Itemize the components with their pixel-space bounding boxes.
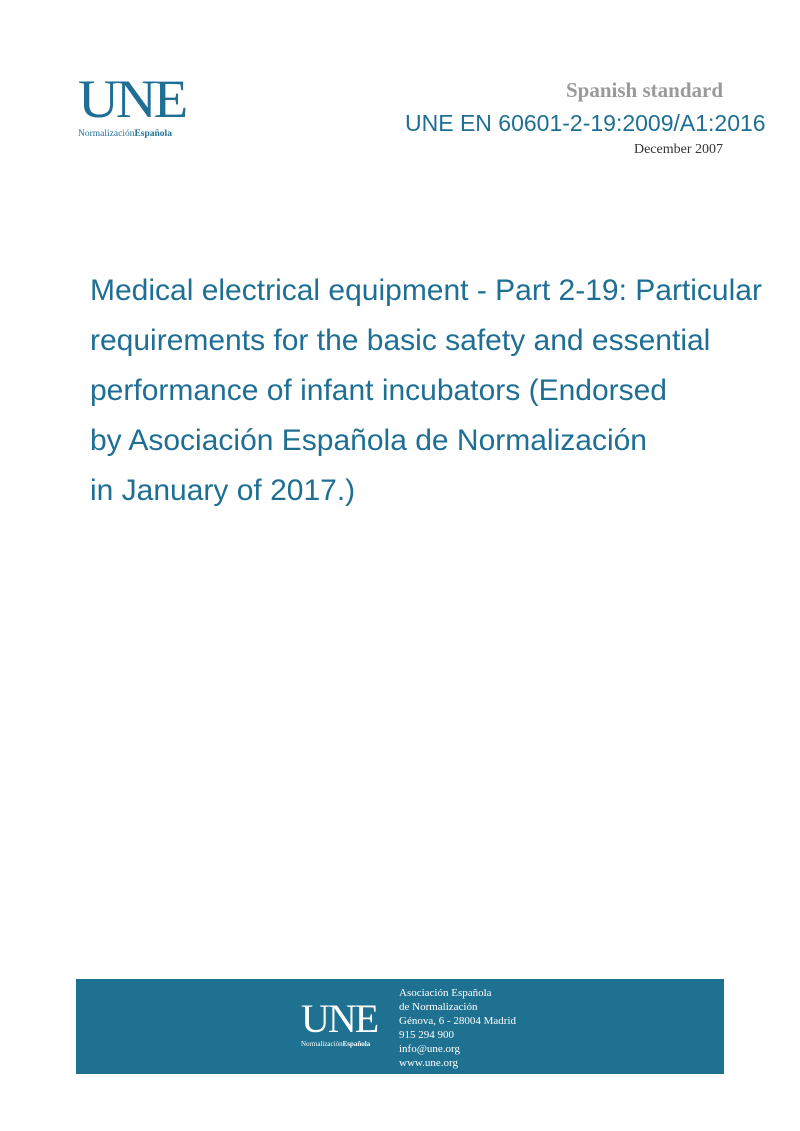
logo-sub-bold: Española [134,129,172,139]
document-type: Spanish standard [566,78,723,102]
footer-banner [76,979,724,1074]
address-line-org: Asociación Española [399,987,492,999]
footer-logo-word: UNE [301,996,378,1041]
document-title [90,266,800,516]
title-line: by Asociación Española de Normalización [90,424,647,457]
address-line-org-2: de Normalización [399,1001,478,1013]
title-line: in January of 2017.) [90,474,356,507]
title-line: Medical electrical equipment - Part 2-19: Particular [90,274,762,307]
une-logo-subtitle [78,129,198,139]
footer-une-logo [301,996,391,1048]
footer-logo-sub-regular: Normalización [301,1040,343,1048]
footer-address [399,986,516,1070]
footer-logo-sub-bold: Española [342,1040,371,1048]
logo-sub-regular: Normalización [78,129,135,139]
title-line: performance of infant incubators (Endorsed [90,374,667,407]
address-line-website: www.une.org [399,1057,458,1069]
standard-date: December 2007 [633,142,723,157]
address-line-phone: 915 294 900 [399,1029,454,1041]
standard-code: UNE EN 60601-2-19:2009/A1:2016 [405,110,766,136]
une-logo [78,69,198,139]
footer-logo-subtitle [301,1040,391,1048]
address-line-street: Génova, 6 - 28004 Madrid [399,1015,517,1027]
title-line: requirements for the basic safety and essential [90,324,711,357]
address-line-email: info@une.org [399,1043,460,1055]
une-logo-word: UNE [78,69,186,129]
